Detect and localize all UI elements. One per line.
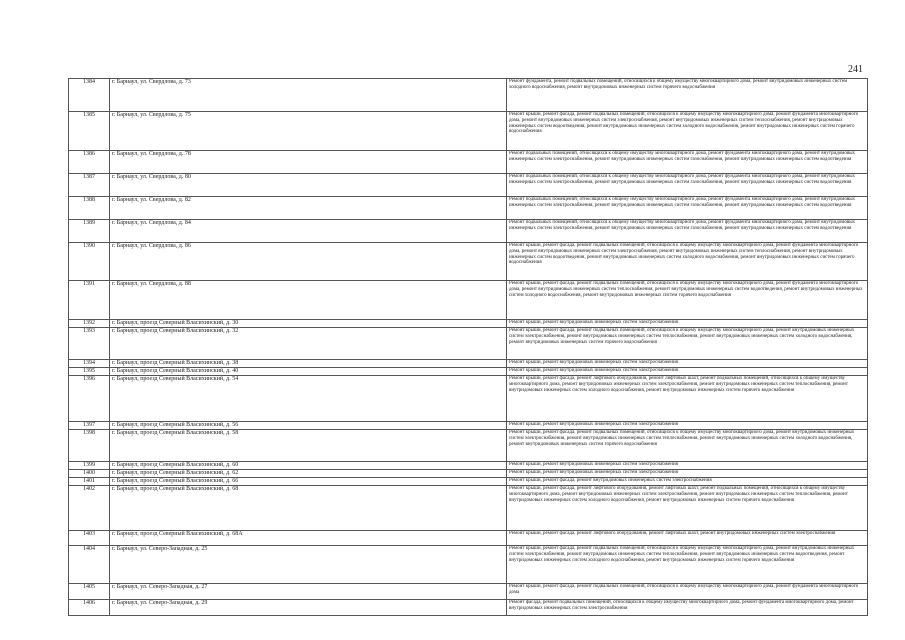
table-row xyxy=(69,478,868,486)
row-work-types: Ремонт крыши, ремонт фасада, ремонт подвальных помещений, относящихся к общему имуществу многоквартирного дома, ремонт внутридомовых инженерных систем электроснабжения, ремонт внутридомовых инженерных систем теплоснабжения, ремонт внутридомовых инженерных систем водоотведения, ремонт внутридомовых инженерных систем холодного водоснабжения, ремонт внутридомовых инженерных систем горячего водоснабжения xyxy=(507,546,868,584)
row-number: 1396 xyxy=(69,376,110,422)
row-number: 1389 xyxy=(69,220,110,243)
row-work-types: Ремонт крыши, ремонт фасада, ремонт подвальных помещений, относящихся к общему имуществу многоквартирного дома, ремонт внутридомовых инженерных систем электроснабжения, ремонт внутридомовых инженерных систем теплоснабжения, ремонт внутридомовых инженерных систем холодного водоснабжения, ремонт внутридомовых инженерных систем горячего водоснабжения xyxy=(507,328,868,360)
row-address: г. Барнаул, проезд Северный Власихинский, д. 66 xyxy=(110,478,507,486)
row-address: г. Барнаул, проезд Северный Власихинский, д. 62 xyxy=(110,470,507,478)
table-row xyxy=(69,531,868,546)
row-number: 1386 xyxy=(69,151,110,174)
table-body xyxy=(69,79,868,616)
row-address: г. Барнаул, проезд Северный Власихинский, д. 58 xyxy=(110,430,507,462)
row-address: г. Барнаул, ул. Свердлова, д. 88 xyxy=(110,281,507,320)
table-row xyxy=(69,328,868,360)
row-work-types: Ремонт крыши, ремонт фасада, ремонт лифтового оборудования, ремонт лифтовых шахт, ремонт внутридомовых инженерных систем электроснабжения xyxy=(507,531,868,546)
row-number: 1405 xyxy=(69,584,110,600)
row-number: 1395 xyxy=(69,368,110,376)
row-number: 1393 xyxy=(69,328,110,360)
row-address: г. Барнаул, ул. Свердлова, д. 75 xyxy=(110,112,507,151)
table-row xyxy=(69,360,868,368)
row-work-types: Ремонт подвальных помещений, относящихся к общему имуществу многоквартирного дома, ремонт фундамента многоквартирного дома, ремонт внутридомовых инженерных систем электроснабжения, ремонт внутридомовых инженерных систем газоснабжения, ремонт внутридомовых инженерных систем водоотведения xyxy=(507,220,868,243)
table-row xyxy=(69,281,868,320)
row-number: 1391 xyxy=(69,281,110,320)
row-address: г. Барнаул, ул. Свердлова, д. 84 xyxy=(110,220,507,243)
row-address: г. Барнаул, проезд Северный Власихинский, д. 32 xyxy=(110,328,507,360)
row-work-types: Ремонт подвальных помещений, относящихся к общему имуществу многоквартирного дома, ремонт фундамента многоквартирного дома, ремонт внутридомовых инженерных систем электроснабжения, ремонт внутридомовых инженерных систем газоснабжения, ремонт внутридомовых инженерных систем водоотведения xyxy=(507,151,868,174)
row-work-types: Ремонт крыши, ремонт фасада, ремонт подвальных помещений, относящихся к общему имуществу многоквартирного дома, ремонт внутридомовых инженерных систем электроснабжения, ремонт внутридомовых инженерных систем теплоснабжения, ремонт внутридомовых инженерных систем холодного водоснабжения, ремонт внутридомовых инженерных систем горячего водоснабжения xyxy=(507,430,868,462)
row-address: г. Барнаул, проезд Северный Власихинский, д. 56 xyxy=(110,422,507,430)
row-number: 1400 xyxy=(69,470,110,478)
row-number: 1398 xyxy=(69,430,110,462)
row-address: г. Барнаул, проезд Северный Власихинский, д. 68 xyxy=(110,486,507,531)
row-number: 1402 xyxy=(69,486,110,531)
table-row xyxy=(69,174,868,197)
table-row xyxy=(69,151,868,174)
row-address: г. Барнаул, ул. Северо-Западная, д. 25 xyxy=(110,546,507,584)
table-row xyxy=(69,197,868,220)
repair-schedule-table xyxy=(68,78,868,616)
row-work-types: Ремонт крыши, ремонт фасада, ремонт лифтового оборудования, ремонт лифтовых шахт, ремонт подвальных помещений, относящихся к общему имуществу многоквартирного дома, ремонт внутридомовых инженерных систем электроснабжения, ремонт внутридомовых инженерных систем теплоснабжения, ремонт внутридомовых инженерных систем холодного водоснабжения, ремонт внутридомовых инженерных систем горячего водоснабжения xyxy=(507,376,868,422)
row-address: г. Барнаул, проезд Северный Власихинский, д. 38 xyxy=(110,360,507,368)
table-row xyxy=(69,422,868,430)
row-number: 1388 xyxy=(69,197,110,220)
row-number: 1406 xyxy=(69,600,110,616)
row-number: 1385 xyxy=(69,112,110,151)
row-work-types: Ремонт крыши, ремонт внутридомовых инженерных систем электроснабжения xyxy=(507,422,868,430)
table-row xyxy=(69,470,868,478)
row-number: 1387 xyxy=(69,174,110,197)
row-address: г. Барнаул, проезд Северный Власихинский, д. 60 xyxy=(110,462,507,470)
table-row xyxy=(69,376,868,422)
row-number: 1401 xyxy=(69,478,110,486)
row-work-types: Ремонт крыши, ремонт фасада, ремонт подвальных помещений, относящихся к общему имуществу многоквартирного дома, ремонт фундамента многоквартирного дома xyxy=(507,584,868,600)
row-work-types: Ремонт подвальных помещений, относящихся к общему имуществу многоквартирного дома, ремонт фундамента многоквартирного дома, ремонт внутридомовых инженерных систем электроснабжения, ремонт внутридомовых инженерных систем газоснабжения, ремонт внутридомовых инженерных систем водоотведения xyxy=(507,197,868,220)
table-row xyxy=(69,600,868,616)
table-row xyxy=(69,220,868,243)
row-address: г. Барнаул, ул. Свердлова, д. 78 xyxy=(110,151,507,174)
row-number: 1403 xyxy=(69,531,110,546)
row-work-types: Ремонт крыши, ремонт внутридомовых инженерных систем электроснабжения xyxy=(507,470,868,478)
row-address: г. Барнаул, ул. Свердлова, д. 82 xyxy=(110,197,507,220)
table-row xyxy=(69,486,868,531)
row-address: г. Барнаул, проезд Северный Власихинский, д. 40 xyxy=(110,368,507,376)
row-number: 1394 xyxy=(69,360,110,368)
table-row xyxy=(69,430,868,462)
row-work-types: Ремонт крыши, ремонт внутридомовых инженерных систем электроснабжения xyxy=(507,462,868,470)
row-address: г. Барнаул, проезд Северный Власихинский, д. 30 xyxy=(110,320,507,328)
row-address: г. Барнаул, ул. Свердлова, д. 80 xyxy=(110,174,507,197)
row-number: 1397 xyxy=(69,422,110,430)
row-address: г. Барнаул, ул. Свердлова, д. 73 xyxy=(110,79,507,112)
page-number: 241 xyxy=(848,64,863,75)
table-row xyxy=(69,584,868,600)
table-row xyxy=(69,112,868,151)
row-address: г. Барнаул, ул. Свердлова, д. 86 xyxy=(110,243,507,281)
row-address: г. Барнаул, проезд Северный Власихинский, д. 68А xyxy=(110,531,507,546)
row-work-types: Ремонт подвальных помещений, относящихся к общему имуществу многоквартирного дома, ремонт фундамента многоквартирного дома, ремонт внутридомовых инженерных систем электроснабжения, ремонт внутридомовых инженерных систем газоснабжения, ремонт внутридомовых инженерных систем водоотведения xyxy=(507,174,868,197)
table-row xyxy=(69,79,868,112)
row-address: г. Барнаул, ул. Северо-Западная, д. 29 xyxy=(110,600,507,616)
row-work-types: Ремонт крыши, ремонт внутридомовых инженерных систем электроснабжения xyxy=(507,360,868,368)
row-work-types: Ремонт крыши, ремонт фасада, ремонт подвальных помещений, относящихся к общему имуществу многоквартирного дома, ремонт фундамента многоквартирного дома, ремонт внутридомовых инженерных систем теплоснабжения, ремонт внутридомовых инженерных систем водоотведения, ремонт внутридомовых инженерных систем холодного водоснабжения, ремонт внутридомовых инженерных систем горячего водоснабжения xyxy=(507,281,868,320)
row-number: 1390 xyxy=(69,243,110,281)
row-work-types: Ремонт фасада, ремонт подвальных помещений, относящихся к общему имуществу многоквартирного дома, ремонт фундамента многоквартирного дома, ремонт внутридомовых инженерных систем электроснабжения xyxy=(507,600,868,616)
row-work-types: Ремонт крыши, ремонт фасада, ремонт внутридомовых инженерных систем электроснабжения xyxy=(507,478,868,486)
table-row xyxy=(69,243,868,281)
table-row xyxy=(69,462,868,470)
row-work-types: Ремонт крыши, ремонт внутридомовых инженерных систем электроснабжения xyxy=(507,320,868,328)
row-number: 1399 xyxy=(69,462,110,470)
row-work-types: Ремонт фундамента, ремонт подвальных помещений, относящихся к общему имуществу многоквартирного дома, ремонт внутридомовых инженерных систем холодного водоснабжения, ремонт внутридомовых инженерных систем горячего водоснабжения xyxy=(507,79,868,112)
row-number: 1384 xyxy=(69,79,110,112)
table-row xyxy=(69,546,868,584)
row-address: г. Барнаул, ул. Северо-Западная, д. 27 xyxy=(110,584,507,600)
row-address: г. Барнаул, проезд Северный Власихинский, д. 54 xyxy=(110,376,507,422)
row-work-types: Ремонт крыши, ремонт внутридомовых инженерных систем электроснабжения xyxy=(507,368,868,376)
table-row xyxy=(69,320,868,328)
table-row xyxy=(69,368,868,376)
row-work-types: Ремонт крыши, ремонт фасада, ремонт подвальных помещений, относящихся к общему имуществу многоквартирного дома, ремонт фундамента многоквартирного дома, ремонт внутридомовых инженерных систем электроснабжения, ремонт внутридомовых инженерных систем теплоснабжения, ремонт внутридомовых инженерных систем водоотведения, ремонт внутридомовых инженерных систем холодного водоснабжения, ремонт внутридомовых инженерных систем горячего водоснабжения xyxy=(507,243,868,281)
row-work-types: Ремонт крыши, ремонт фасада, ремонт лифтового оборудования, ремонт лифтовых шахт, ремонт подвальных помещений, относящихся к общему имуществу многоквартирного дома, ремонт внутридомовых инженерных систем электроснабжения, ремонт внутридомовых инженерных систем теплоснабжения, ремонт внутридомовых инженерных систем холодного водоснабжения, ремонт внутридомовых инженерных систем горячего водоснабжения xyxy=(507,486,868,531)
row-number: 1404 xyxy=(69,546,110,584)
row-work-types: Ремонт крыши, ремонт фасада, ремонт подвальных помещений, относящихся к общему имуществу многоквартирного дома, ремонт фундамента многоквартирного дома, ремонт внутридомовых инженерных систем электроснабжения, ремонт внутридомовых инженерных систем теплоснабжения, ремонт внутридомовых инженерных систем водоотведения, ремонт внутридомовых инженерных систем холодного водоснабжения, ремонт внутридомовых инженерных систем горячего водоснабжения xyxy=(507,112,868,151)
row-number: 1392 xyxy=(69,320,110,328)
